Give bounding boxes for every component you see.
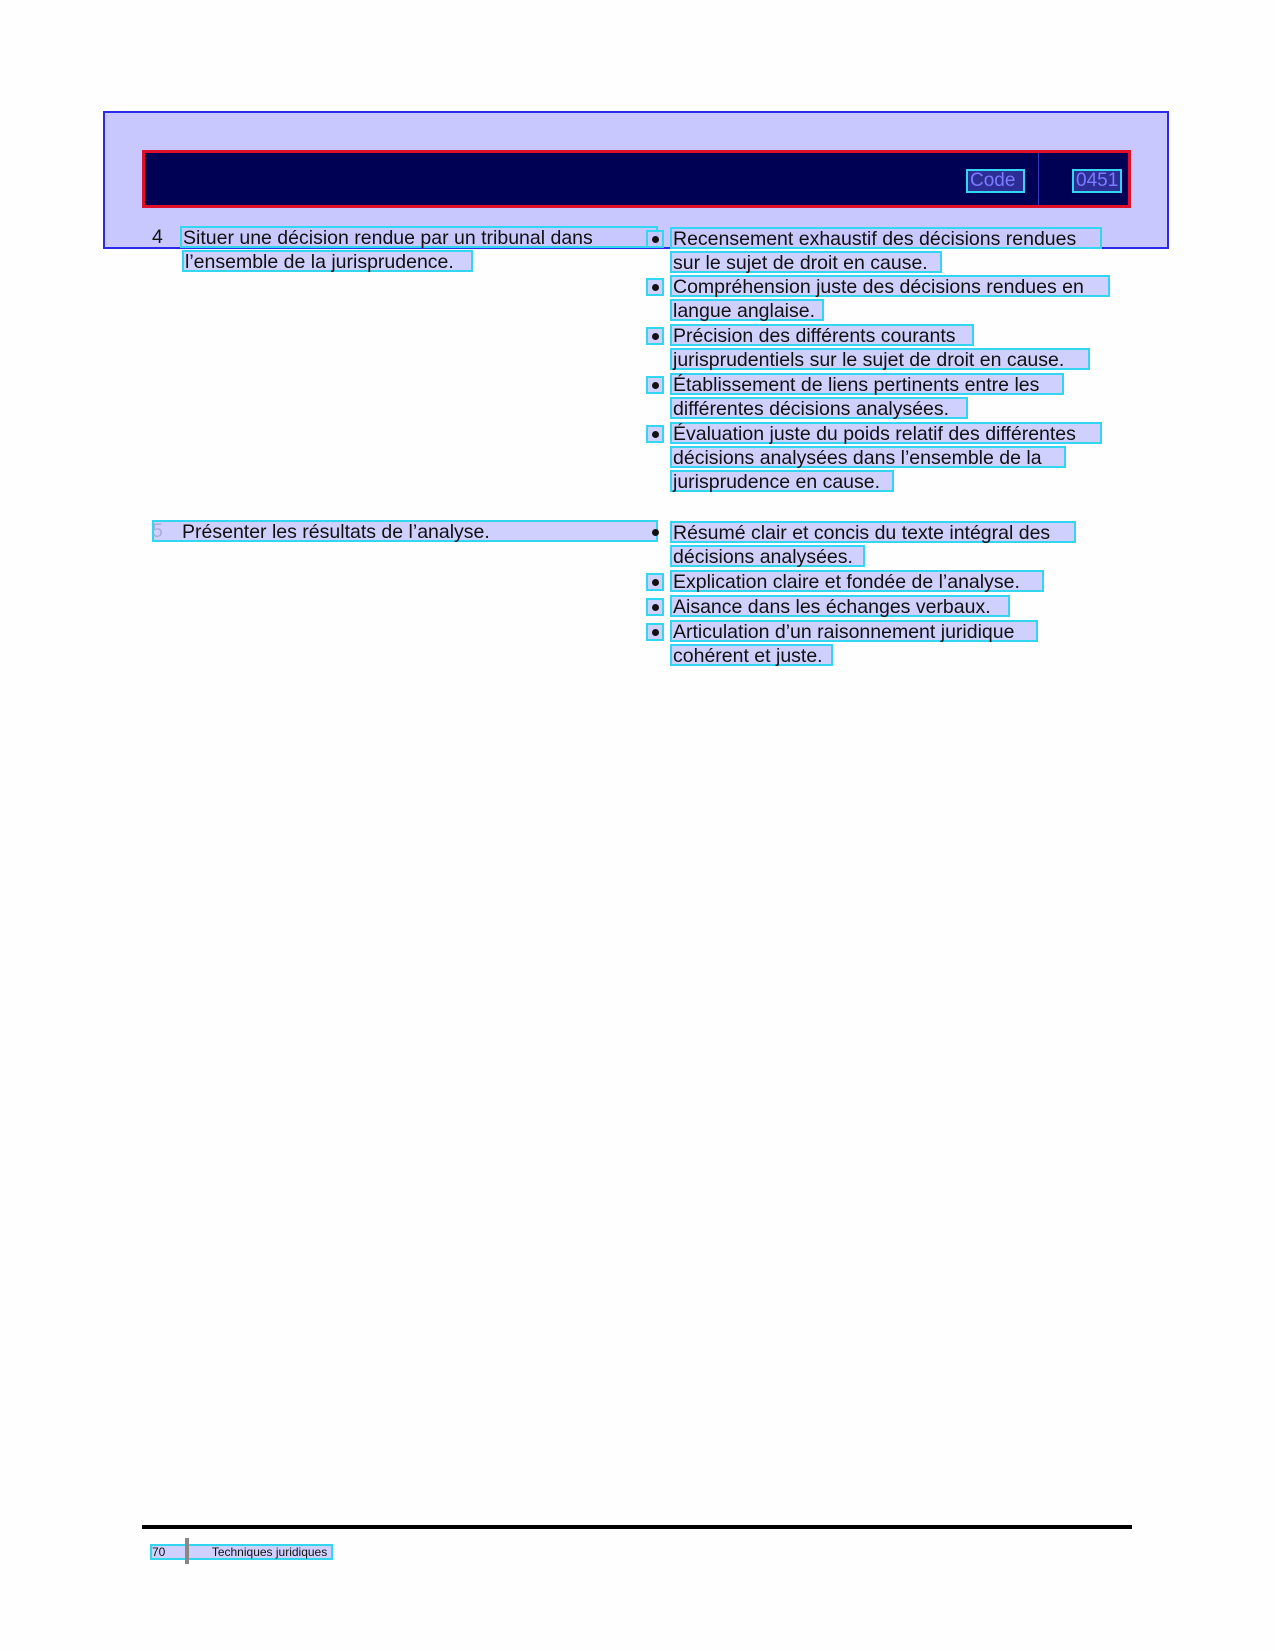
page-number: 70 [152, 1545, 166, 1559]
program-name: Techniques juridiques [211, 1545, 328, 1559]
bullet [652, 579, 659, 586]
criterion-line: Aisance dans les échanges verbaux. [670, 595, 1010, 617]
bullet [652, 431, 659, 438]
criterion-line: cohérent et juste. [670, 644, 833, 666]
criterion-line: décisions analysées dans l’ensemble de la [670, 446, 1066, 468]
objective-line: l’ensemble de la jurisprudence. [182, 250, 473, 272]
bullet [652, 629, 659, 636]
footer-separator [185, 1538, 189, 1564]
bullet [652, 284, 659, 291]
footer-rule [142, 1525, 1132, 1529]
criterion-line: Précision des différents courants [670, 324, 974, 346]
bullet [652, 333, 659, 340]
objective-number: 4 [152, 226, 163, 248]
bullet [652, 382, 659, 389]
criterion-line: langue anglaise. [670, 299, 824, 321]
criterion-line: jurisprudentiels sur le sujet de droit en cause. [670, 348, 1090, 370]
header-divider [1038, 153, 1039, 205]
bullet [652, 604, 659, 611]
objective-line: Présenter les résultats de l’analyse. [152, 520, 658, 542]
criterion-line: Résumé clair et concis du texte intégral des [670, 521, 1076, 543]
criterion-line: sur le sujet de droit en cause. [670, 251, 942, 273]
objective-line: Situer une décision rendue par un tribunal dans [180, 226, 658, 248]
footer [150, 1544, 333, 1560]
criterion-line: Évaluation juste du poids relatif des différentes [670, 422, 1102, 444]
bullet [652, 529, 659, 536]
criterion-line: décisions analysées. [670, 545, 865, 567]
code-value: 0451 [1072, 169, 1122, 193]
criterion-line: Explication claire et fondée de l’analyse. [670, 570, 1044, 592]
criterion-line: différentes décisions analysées. [670, 397, 968, 419]
criterion-line: Établissement de liens pertinents entre les [670, 373, 1064, 395]
criterion-line: jurisprudence en cause. [670, 470, 894, 492]
criterion-line: Compréhension juste des décisions rendues en [670, 275, 1110, 297]
code-label: Code [966, 169, 1025, 193]
criterion-line: Recensement exhaustif des décisions rendues [670, 227, 1102, 249]
criterion-line: Articulation d’un raisonnement juridique [670, 620, 1038, 642]
bullet [652, 236, 659, 243]
